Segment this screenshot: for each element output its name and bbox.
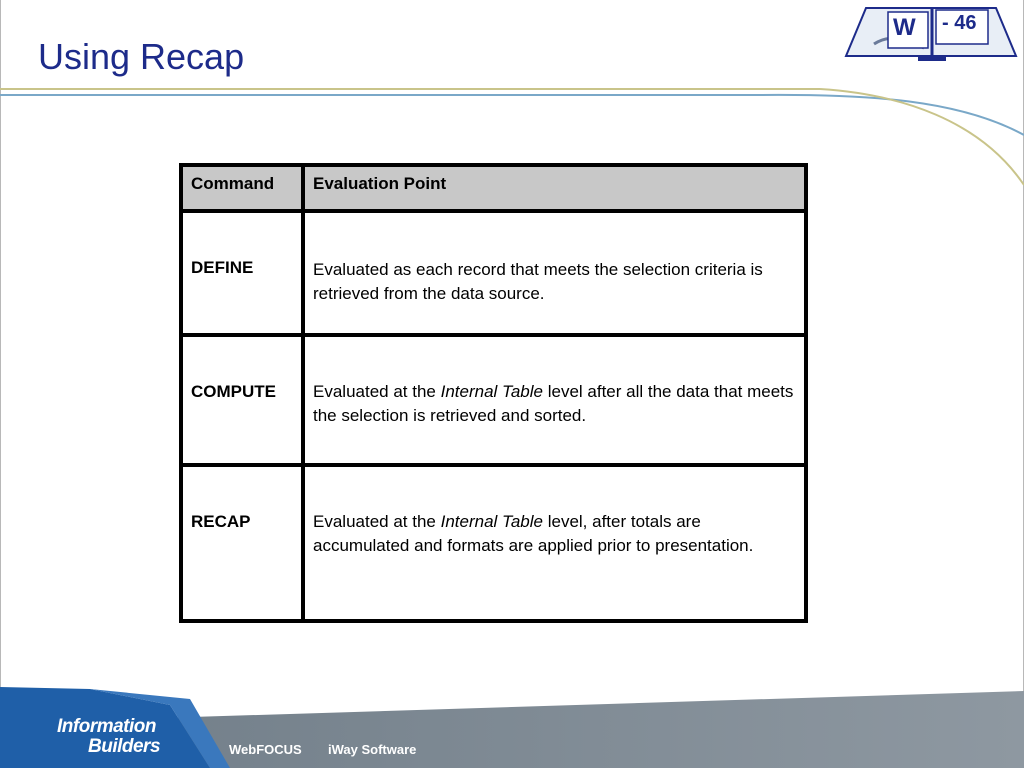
company-logo-line1: Information	[57, 716, 156, 737]
header-command: Command	[181, 165, 303, 211]
evaluation-text-post: level, after totals are accumulated and formats are applied prior to presentation.	[313, 512, 754, 555]
evaluation-text-pre: Evaluated at the	[313, 512, 441, 531]
evaluation-text: Evaluated as each record that meets the selection criteria is retrieved from the data source.	[313, 260, 763, 303]
badge-letter: W	[893, 14, 916, 41]
command-name: DEFINE	[191, 258, 254, 277]
evaluation-cell	[303, 335, 806, 465]
table-row	[181, 465, 806, 621]
table-row	[181, 211, 806, 335]
header-evaluation-point: Evaluation Point	[303, 165, 806, 211]
command-name: RECAP	[191, 512, 251, 531]
table-row	[181, 335, 806, 465]
command-cell	[181, 211, 303, 335]
command-cell	[181, 335, 303, 465]
footer-brand-webfocus: WebFOCUS	[229, 742, 302, 757]
evaluation-text	[313, 510, 796, 558]
evaluation-text-post: level after all the data that meets the selection is retrieved and sorted.	[313, 382, 794, 425]
evaluation-text-pre: Evaluated at the	[313, 382, 441, 401]
slide-title: Using Recap	[38, 36, 245, 77]
evaluation-cell	[303, 211, 806, 335]
command-cell	[181, 465, 303, 621]
evaluation-text-emphasis: Internal Table	[440, 382, 543, 401]
company-logo-line2: Builders	[88, 736, 161, 757]
command-name: COMPUTE	[191, 382, 276, 401]
book-icon	[844, 4, 1018, 62]
page-number: - 46	[942, 12, 977, 34]
evaluation-text	[313, 380, 796, 428]
table-header-row	[181, 165, 806, 211]
evaluation-text-emphasis: Internal Table	[440, 512, 543, 531]
footer-brand-iway: iWay Software	[328, 742, 417, 757]
recap-table	[179, 163, 808, 623]
evaluation-cell	[303, 465, 806, 621]
